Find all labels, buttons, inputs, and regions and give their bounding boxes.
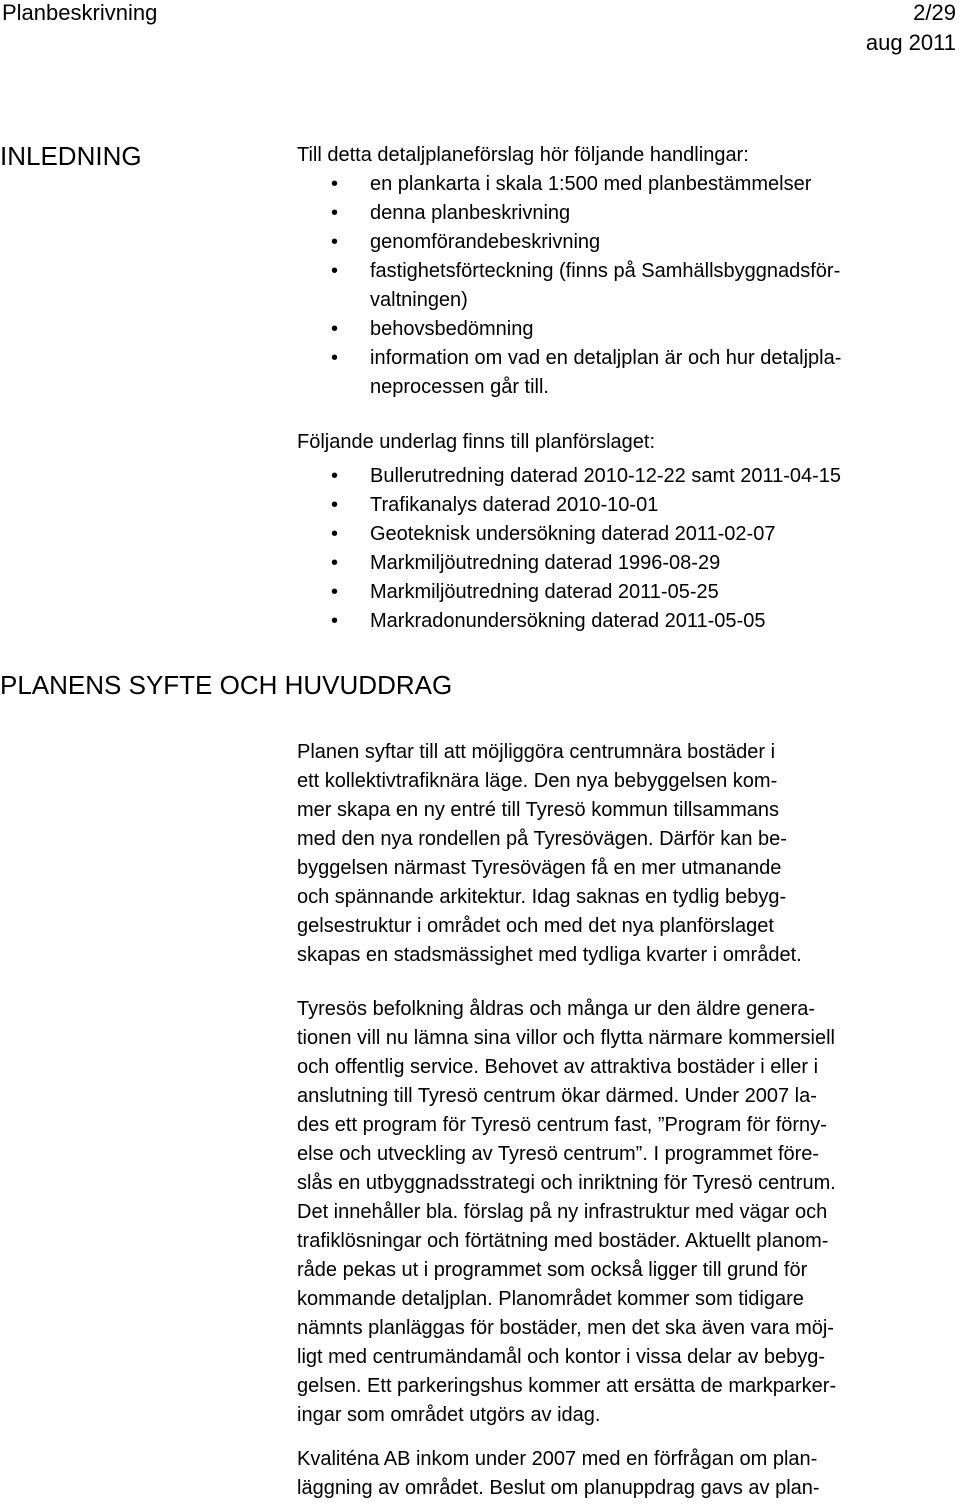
bullet-icon: • xyxy=(331,173,339,195)
paragraph-line: gelsestruktur i området och med det nya planförslaget xyxy=(297,915,774,937)
paragraph-line: ligt med centrumändamål och kontor i vissa delar av bebyg- xyxy=(297,1346,826,1368)
list-item: Bullerutredning daterad 2010-12-22 samt 2011-04-15 xyxy=(370,465,842,487)
bullet-icon: • xyxy=(331,202,339,224)
paragraph-line: des ett program för Tyresö centrum fast, ”Program för förny- xyxy=(297,1114,827,1136)
paragraph-line: trafiklösningar och förtätning med bostäder. Aktuellt planom- xyxy=(297,1230,829,1252)
list-item: valtningen) xyxy=(370,289,468,311)
paragraph-line: mer skapa en ny entré till Tyresö kommun tillsammans xyxy=(297,799,780,821)
paragraph-line: Kvaliténa AB inkom under 2007 med en förfrågan om plan- xyxy=(297,1448,818,1470)
bullet-icon: • xyxy=(331,552,339,574)
bullet-icon: • xyxy=(331,465,339,487)
bullet-icon: • xyxy=(331,610,339,632)
paragraph-line: slås en utbyggnadsstrategi och inriktning för Tyresö centrum. xyxy=(297,1172,836,1194)
heading-planens-syfte: PLANENS SYFTE OCH HUVUDDRAG xyxy=(0,670,453,700)
header-title: Planbeskrivning xyxy=(2,0,158,25)
list-item: en plankarta i skala 1:500 med planbestämmelser xyxy=(370,173,812,195)
paragraph-line: Det innehåller bla. förslag på ny infrastruktur med vägar och xyxy=(297,1201,828,1223)
paragraph-line: ett kollektivtrafiknära läge. Den nya bebyggelsen kom- xyxy=(297,770,778,792)
list-item: neprocessen går till. xyxy=(370,376,549,398)
paragraph-line: och spännande arkitektur. Idag saknas en tydlig bebyg- xyxy=(297,886,787,908)
underlag-intro: Följande underlag finns till planförslaget: xyxy=(297,431,655,453)
bullet-icon: • xyxy=(331,231,339,253)
paragraph-line: byggelsen närmast Tyresövägen få en mer utmanande xyxy=(297,857,782,879)
handlingar-intro: Till detta detaljplaneförslag hör följande handlingar: xyxy=(297,144,749,166)
list-item: Markmiljöutredning daterad 1996-08-29 xyxy=(370,552,721,574)
list-item: denna planbeskrivning xyxy=(370,202,571,224)
paragraph-line: tionen vill nu lämna sina villor och flytta närmare kommersiell xyxy=(297,1027,835,1049)
header-date: aug 2011 xyxy=(865,30,956,55)
list-item: information om vad en detaljplan är och hur detaljpla- xyxy=(370,347,842,369)
paragraph-line: Tyresös befolkning åldras och många ur den äldre genera- xyxy=(297,998,816,1020)
paragraph-line: skapas en stadsmässighet med tydliga kvarter i området. xyxy=(297,944,802,966)
list-item: Markradonundersökning daterad 2011-05-05 xyxy=(370,610,766,632)
paragraph-line: ingar som området utgörs av idag. xyxy=(297,1404,601,1426)
paragraph-line: else och utveckling av Tyresö centrum”. I programmet före- xyxy=(297,1143,820,1165)
list-item: behovsbedömning xyxy=(370,318,534,340)
paragraph-line: gelsen. Ett parkeringshus kommer att ersätta de markparker- xyxy=(297,1375,837,1397)
list-item: Trafikanalys daterad 2010-10-01 xyxy=(370,494,659,516)
bullet-icon: • xyxy=(331,347,339,369)
bullet-icon: • xyxy=(331,581,339,603)
paragraph-line: läggning av området. Beslut om planuppdrag gavs av plan- xyxy=(297,1477,820,1499)
list-item: genomförandebeskrivning xyxy=(370,231,601,253)
paragraph-line: råde pekas ut i programmet som också ligger till grund för xyxy=(297,1259,808,1281)
heading-inledning: INLEDNING xyxy=(0,141,142,171)
bullet-icon: • xyxy=(331,260,339,282)
bullet-icon: • xyxy=(331,318,339,340)
paragraph-line: kommande detaljplan. Planområdet kommer som tidigare xyxy=(297,1288,804,1310)
bullet-icon: • xyxy=(331,523,339,545)
bullet-icon: • xyxy=(331,494,339,516)
list-item: Geoteknisk undersökning daterad 2011-02-07 xyxy=(370,523,776,545)
list-item: Markmiljöutredning daterad 2011-05-25 xyxy=(370,581,719,603)
paragraph-line: anslutning till Tyresö centrum ökar därmed. Under 2007 la- xyxy=(297,1085,817,1107)
paragraph-line: Planen syftar till att möjliggöra centrumnära bostäder i xyxy=(297,741,776,763)
list-item: fastighetsförteckning (finns på Samhällsbyggnadsför- xyxy=(370,260,841,282)
paragraph-line: och offentlig service. Behovet av attraktiva bostäder i eller i xyxy=(297,1056,819,1078)
paragraph-line: med den nya rondellen på Tyresövägen. Därför kan be- xyxy=(297,828,787,850)
paragraph-line: nämnts planläggas för bostäder, men det ska även vara möj- xyxy=(297,1317,834,1339)
page-number: 2/29 xyxy=(913,0,956,25)
